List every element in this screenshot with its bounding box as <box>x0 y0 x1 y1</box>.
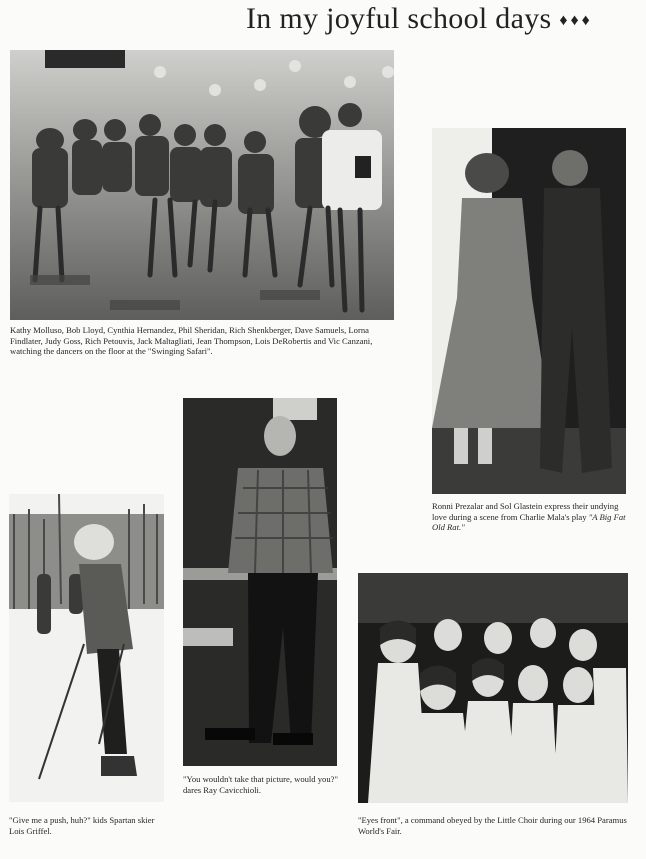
choir-photo-image <box>358 573 628 803</box>
play-photo-image <box>432 128 626 494</box>
play-caption <box>432 501 632 533</box>
play-caption-text: Ronni Prezalar and Sol Glastein express their undying love during a scene from Charlie Mala's play <box>432 501 619 522</box>
dance-photo <box>10 50 394 320</box>
play-photo <box>432 128 626 494</box>
ski-caption: "Give me a push, huh?" kids Spartan skier Lois Griffel. <box>9 815 155 836</box>
ski-photo-image <box>9 494 164 802</box>
boy-photo <box>183 398 337 766</box>
boy-caption: "You wouldn't take that picture, would you?" dares Ray Cavicchioli. <box>183 774 338 795</box>
title-ornament: ♦♦♦ <box>559 12 593 30</box>
page-title <box>246 2 642 36</box>
dance-caption: Kathy Molluso, Bob Lloyd, Cynthia Hernandez, Phil Sheridan, Rich Shenkberger, Dave Samuels, Lorna Findlater, Judy Goss, Rich Petouvis, Jack Maltagliati, Jean Thompson, Lois DeRobertis and Vic Canzani, watching the dancers on the floor at the "Swinging Safari". <box>10 325 373 356</box>
boy-photo-image <box>183 398 337 766</box>
choir-caption: "Eyes front", a command obeyed by the Little Choir during our 1964 Paramus World's Fair. <box>358 815 627 836</box>
play-title: "A Big Fat Old Rat." <box>432 511 626 532</box>
ski-photo <box>9 494 164 802</box>
choir-photo <box>358 573 628 803</box>
page-title-text: In my joyful school days <box>246 2 552 35</box>
dance-photo-image <box>10 50 394 320</box>
